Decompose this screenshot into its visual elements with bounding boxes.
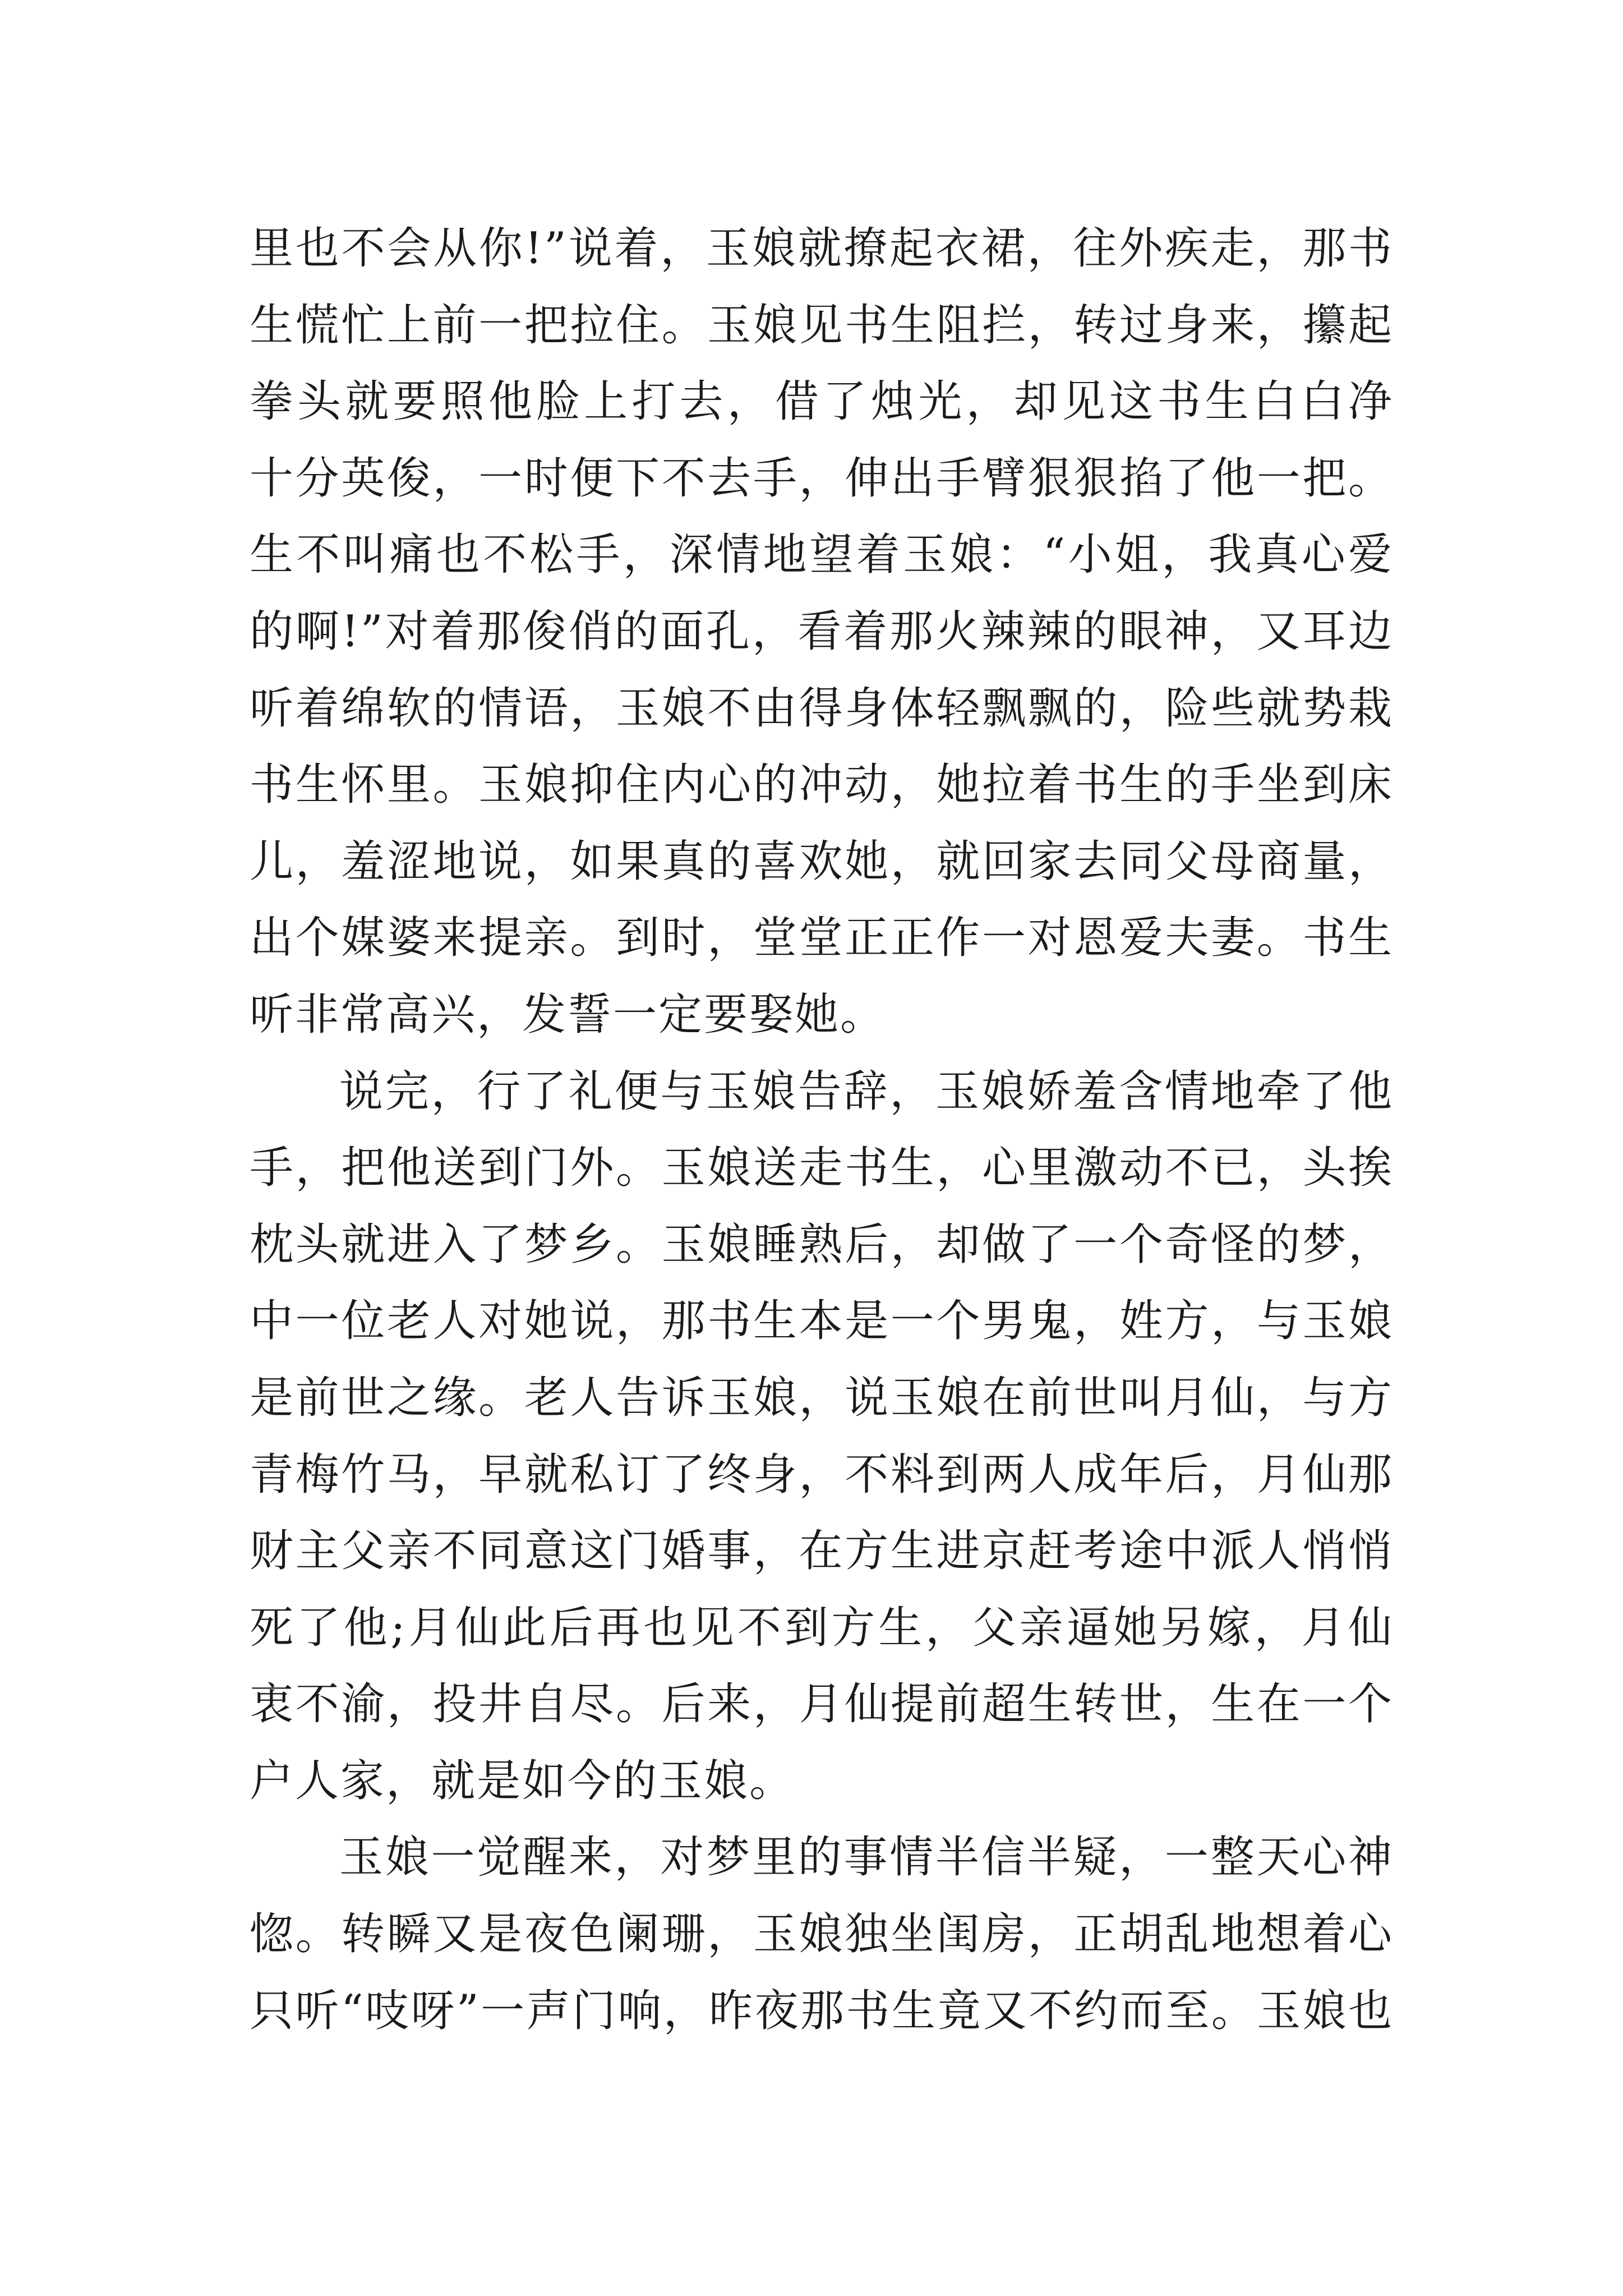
text-line: 死了他;月仙此后再也见不到方生，父亲逼她另嫁，月仙 xyxy=(250,1602,1394,1653)
text-line: 听非常高兴，发誓一定要娶她。 xyxy=(250,989,886,1040)
text-line: 儿，羞涩地说，如果真的喜欢她，就回家去同父母商量， xyxy=(250,836,1394,887)
text-line: 说完，行了礼便与玉娘告辞，玉娘娇羞含情地牵了他 xyxy=(339,1066,1394,1117)
text-line: 中一位老人对她说，那书生本是一个男鬼，姓方，与玉娘 xyxy=(250,1296,1394,1347)
text-line: 书生怀里。玉娘抑住内心的冲动，她拉着书生的手坐到床 xyxy=(250,760,1394,811)
text-line: 的啊!”对着那俊俏的面孔，看着那火辣辣的眼神，又耳边 xyxy=(250,606,1394,657)
text-line: 拳头就要照他脸上打去，借了烛光，却见这书生白白净 xyxy=(250,376,1394,427)
text-line: 生慌忙上前一把拉住。玉娘见书生阻拦，转过身来，攥起 xyxy=(250,300,1394,351)
text-line: 听着绵软的情语，玉娘不由得身体轻飘飘的，险些就势栽 xyxy=(250,683,1394,734)
text-line: 生不叫痛也不松手，深情地望着玉娘：“小姐，我真心爱 xyxy=(250,530,1394,581)
text-line: 惚。转瞬又是夜色阑珊，玉娘独坐闺房，正胡乱地想着心 xyxy=(250,1909,1394,1960)
text-line: 出个媒婆来提亲。到时，堂堂正正作一对恩爱夫妻。书生 xyxy=(250,913,1394,964)
text-line: 是前世之缘。老人告诉玉娘，说玉娘在前世叫月仙，与方 xyxy=(250,1372,1394,1423)
text-line: 衷不渝，投井自尽。后来，月仙提前超生转世，生在一个 xyxy=(250,1679,1394,1730)
text-line: 青梅竹马，早就私订了终身，不料到两人成年后，月仙那 xyxy=(250,1449,1394,1500)
story-text xyxy=(250,210,1394,2049)
text-line: 手，把他送到门外。玉娘送走书生，心里激动不已，头挨 xyxy=(250,1143,1394,1194)
text-line: 户人家，就是如今的玉娘。 xyxy=(250,1755,795,1806)
text-line: 枕头就进入了梦乡。玉娘睡熟后，却做了一个奇怪的梦， xyxy=(250,1219,1394,1270)
text-line: 只听“吱呀”一声门响，昨夜那书生竟又不约而至。玉娘也 xyxy=(250,1985,1394,2036)
text-line: 里也不会从你!”说着，玉娘就撩起衣裙，往外疾走，那书 xyxy=(250,223,1394,274)
text-line: 十分英俊，一时便下不去手，伸出手臂狠狠掐了他一把。 xyxy=(250,453,1394,504)
text-line: 玉娘一觉醒来，对梦里的事情半信半疑，一整天心神 xyxy=(339,1832,1394,1883)
text-line: 财主父亲不同意这门婚事，在方生进京赶考途中派人悄悄 xyxy=(250,1526,1394,1577)
